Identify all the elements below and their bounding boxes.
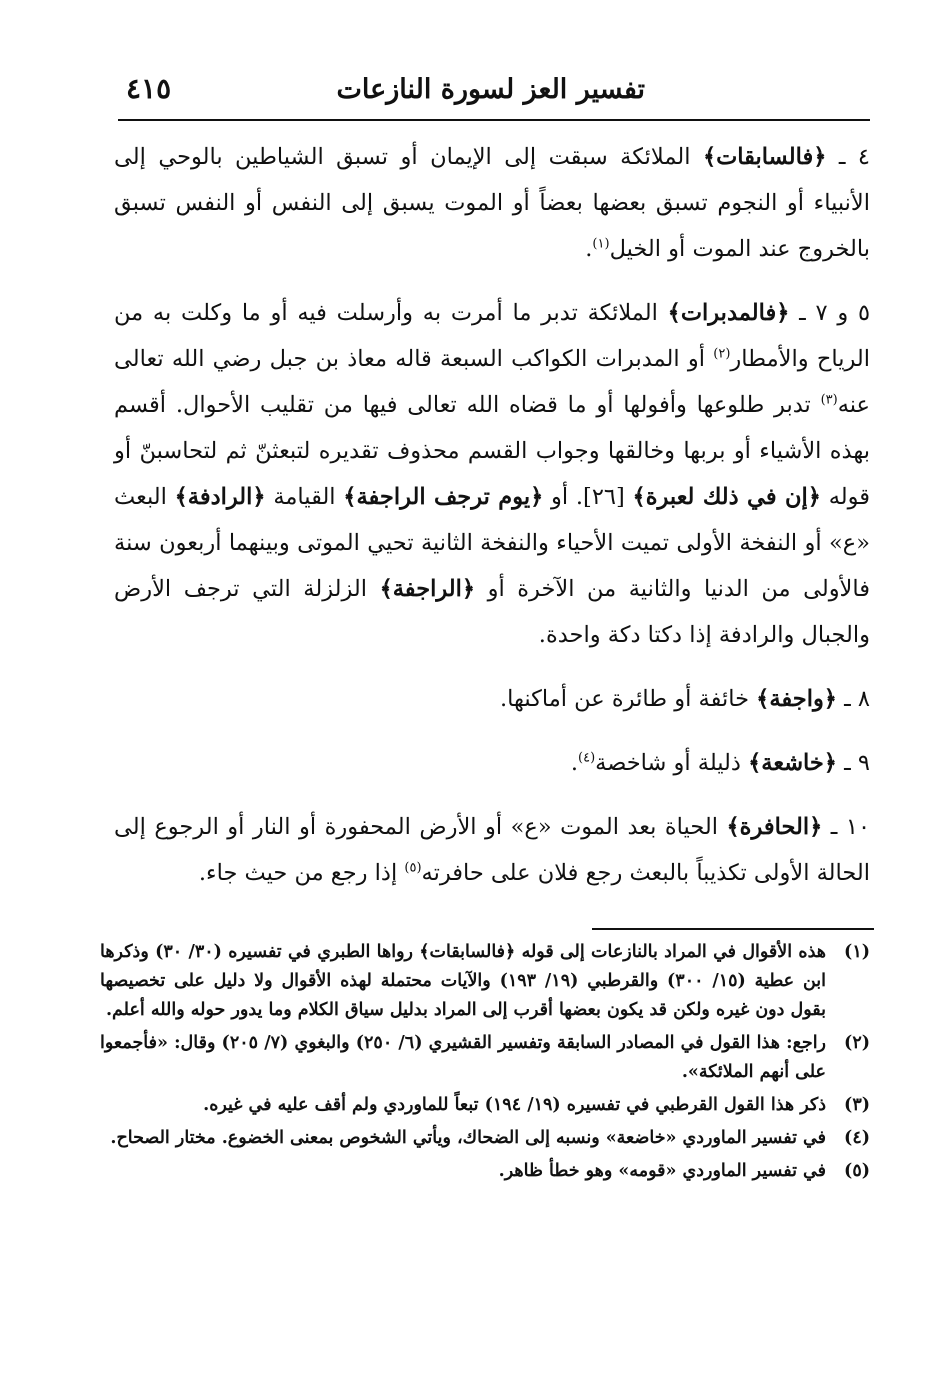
footnotes (100, 938, 870, 1190)
footnote-text: في تفسير الماوردي «قومه» وهو خطأ ظاهر. (498, 1161, 826, 1181)
paragraph-text: القيامة (273, 484, 336, 510)
footnote-number: (٥) (844, 1161, 870, 1181)
footnote-ref: (٢) (713, 346, 731, 362)
footnote-number: (٣) (844, 1095, 870, 1115)
quranic-term: ﴿الحافرة﴾ (726, 814, 823, 840)
footnote-number: (٢) (844, 1033, 870, 1053)
footnote-text: ذكر هذا القول القرطبي في تفسيره (١٩/ ١٩٤) تبعاً للماوردي ولم أقف عليه في غيره. (203, 1095, 826, 1115)
quranic-quote: ﴿إن في ذلك لعبرة﴾ (632, 484, 821, 510)
footnote-item (100, 1091, 870, 1120)
paragraph-text: خائفة أو طائرة عن أماكنها. (499, 686, 749, 712)
quranic-term: ﴿خاشعة﴾ (748, 750, 837, 776)
footnote-text: هذه الأقوال في المراد بالنازعات إلى قوله ﴿فالسابقات﴾ رواها الطبري في تفسيره (٣٠/ ٣٠) وذكرها ابن عطية (١٥/ ٣٠٠) والقرطبي (١٩/ ١٩٣) والآيات محتملة لهذه الأقوال ولا دليل على تخصيصها بقول دون غيره ولكن قد يكون بعضها أقرب إلى المراد بدليل سياق الكلام وما يدور حوله والله أعلم. (100, 942, 827, 1020)
verse-number: ١٠ ـ (830, 814, 871, 840)
footnote-text: راجع: هذا القول في المصادر السابقة وتفسير القشيري (٦/ ٢٥٠) والبغوي (٧/ ٢٠٥) وقال: «فأجمعوا على أنهم الملائكة». (100, 1033, 827, 1082)
footnote-separator (592, 928, 874, 930)
header-rule (118, 119, 870, 121)
paragraph-text: البعث «ع» أو النفخة الأولى تميت الأحياء والنفخة الثانية تحيي الموتى وبينهما أربعون سنة فالأولى من الدنيا والثانية من الآخرة أو (114, 484, 871, 602)
footnote-item (100, 1157, 870, 1186)
quranic-term: ﴿فالسابقات﴾ (702, 144, 827, 170)
verse-number: ٩ ـ (844, 750, 870, 776)
quranic-quote: ﴿الرادفة﴾ (174, 484, 266, 510)
footnote-number: (٤) (844, 1128, 870, 1148)
paragraph-tail: . (585, 236, 593, 262)
verse-number: ٨ ـ (844, 686, 870, 712)
paragraph-text: أو المدبرات الكواكب السبعة قاله معاذ بن جبل رضي الله تعالى عنه (114, 346, 870, 418)
paragraph-text: [٢٦]. أو (551, 484, 625, 510)
quranic-term: ﴿فالمدبرات﴾ (667, 300, 790, 326)
footnote-text: في تفسير الماوردي «خاضعة» ونسبه إلى الضحاك، ويأتي الشخوص بمعنى الخضوع. مختار الصحاح. (110, 1128, 826, 1148)
verse-number: ٤ ـ (838, 144, 871, 170)
footnote-ref: (٤) (578, 750, 596, 766)
paragraph-text: إذا رجع من حيث جاء. (198, 860, 398, 886)
paragraph-tail: . (570, 750, 578, 776)
main-text (114, 134, 870, 896)
footnote-ref: (٥) (404, 860, 422, 876)
paragraph-text: الملائكة تدبر ما أمرت به وأرسلت فيه أو ما وكلت به من الرياح والأمطار (114, 300, 871, 372)
paragraph-9 (114, 740, 870, 786)
paragraph-5-7 (114, 290, 870, 658)
footnote-item (100, 938, 870, 1025)
paragraph-text: تدبر طلوعها وأفولها أو ما قضاه الله تعالى فيها من تقليب الأحوال. أقسم بهذه الأشياء أو بربها وخالقها وجواب القسم محذوف تقديره لتبعثنّ ثم لتحاسبنّ أو قوله (114, 392, 870, 510)
footnote-number: (١) (844, 942, 870, 962)
paragraph-text: الحياة بعد الموت «ع» أو الأرض المحفورة أو النار أو الرجوع إلى الحالة الأولى تكذيباً بالبعث رجع فلان على حافرته (114, 814, 870, 886)
running-header (118, 70, 870, 112)
footnote-item (100, 1029, 870, 1087)
page-number: ٤١٥ (126, 72, 172, 105)
paragraph-text: الملائكة سبقت إلى الإيمان أو تسبق الشياطين بالوحي إلى الأنبياء أو النجوم تسبق بعضها بعضاً أو الموت يسبق إلى النفس أو النفس تسبق بالخروج عند الموت أو الخيل (114, 144, 870, 262)
paragraph-8 (114, 676, 870, 722)
footnote-ref: (٣) (820, 392, 838, 408)
paragraph-10 (114, 804, 870, 896)
paragraph-text: ذليلة أو شاخصة (595, 750, 741, 776)
quranic-quote: ﴿الراجفة﴾ (379, 576, 476, 602)
paragraph-text: الزلزلة التي ترجف الأرض والجبال والرادفة إذا دكتا دكة واحدة. (114, 576, 870, 648)
header-title: تفسير العز لسورة النازعات (336, 74, 645, 105)
footnote-item (100, 1124, 870, 1153)
quranic-term: ﴿واجفة﴾ (756, 686, 837, 712)
quranic-quote: ﴿يوم ترجف الراجفة﴾ (343, 484, 544, 510)
footnote-ref: (١) (592, 236, 610, 252)
verse-number: ٥ و ٧ ـ (799, 300, 871, 326)
paragraph-4 (114, 134, 870, 272)
